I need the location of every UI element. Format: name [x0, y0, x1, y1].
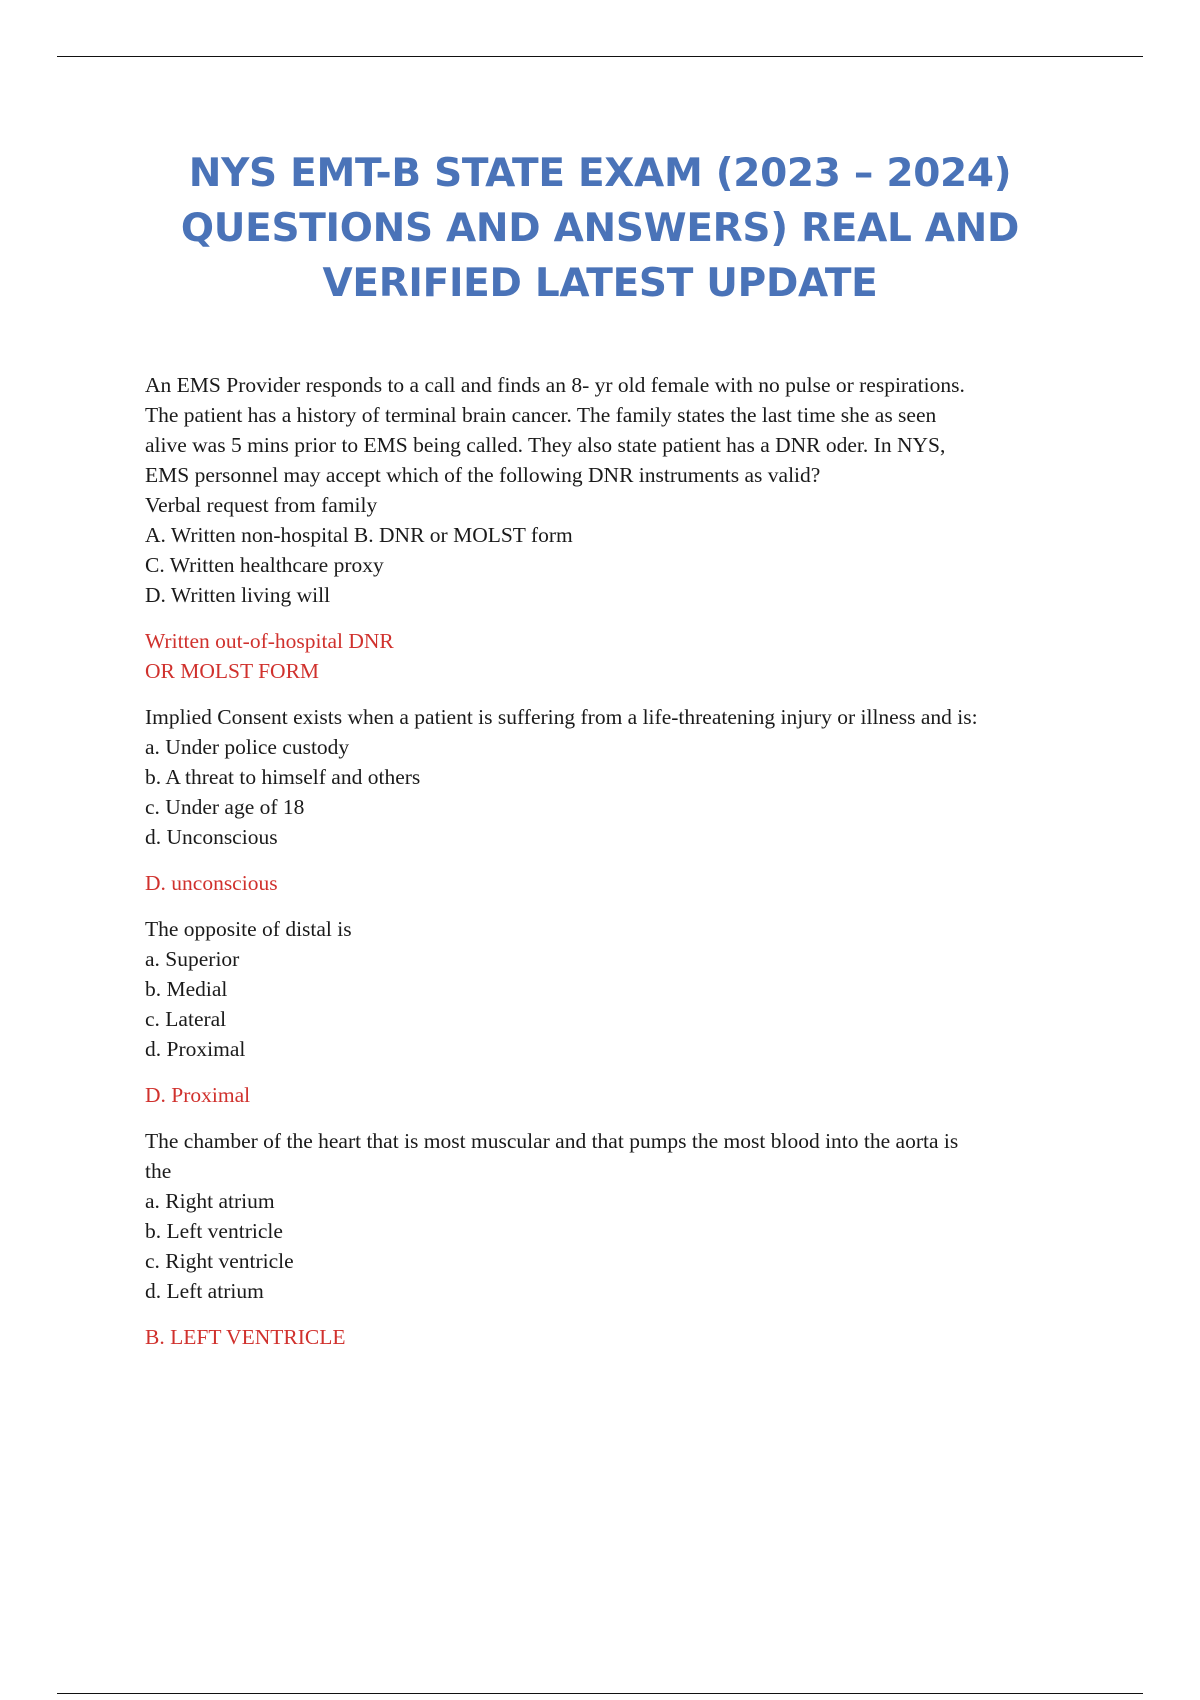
answer-3: [145, 1080, 1095, 1110]
question-4: [145, 1126, 1095, 1306]
document-title: [150, 146, 1050, 311]
question-list: [145, 370, 1095, 1368]
title-line-2: QUESTIONS AND ANSWERS) REAL AND: [180, 206, 1020, 251]
title-line-1: NYS EMT-B STATE EXAM (2023 – 2024): [188, 151, 1012, 196]
question-2-option-a: a. Under police custody: [145, 735, 350, 759]
question-2-option-d: d. Unconscious: [145, 825, 278, 849]
question-3-option-d: d. Proximal: [145, 1037, 246, 1061]
question-1-line-4: EMS personnel may accept which of the following DNR instruments as valid?: [145, 463, 821, 487]
question-4-option-b: b. Left ventricle: [145, 1219, 283, 1243]
question-3-line-1: The opposite of distal is: [145, 917, 352, 941]
question-2-option-c: c. Under age of 18: [145, 795, 305, 819]
answer-2: [145, 868, 1095, 898]
question-1-option-c: C. Written healthcare proxy: [145, 553, 384, 577]
question-1-line-5: Verbal request from family: [145, 493, 378, 517]
question-4-option-d: d. Left atrium: [145, 1279, 264, 1303]
answer-3-line-1: D. Proximal: [145, 1083, 251, 1107]
question-4-option-a: a. Right atrium: [145, 1189, 275, 1213]
question-1-option-d: D. Written living will: [145, 583, 331, 607]
question-4-line-1: The chamber of the heart that is most muscular and that pumps the most blood into the aorta is: [145, 1129, 959, 1153]
question-4-option-c: c. Right ventricle: [145, 1249, 294, 1273]
answer-2-line-1: D. unconscious: [145, 871, 278, 895]
question-2-line-1: Implied Consent exists when a patient is suffering from a life-threatening injury or illness and is:: [145, 705, 978, 729]
bottom-rule: [57, 1693, 1143, 1694]
question-3-option-b: b. Medial: [145, 977, 228, 1001]
question-3-option-a: a. Superior: [145, 947, 240, 971]
answer-4-line-1: B. LEFT VENTRICLE: [145, 1325, 346, 1349]
question-2: [145, 702, 1095, 852]
question-1: [145, 370, 1095, 610]
question-4-line-2: the: [145, 1159, 172, 1183]
answer-1-line-1: Written out-of-hospital DNR: [145, 629, 394, 653]
question-3: [145, 914, 1095, 1064]
question-3-option-c: c. Lateral: [145, 1007, 227, 1031]
question-2-option-b: b. A threat to himself and others: [145, 765, 421, 789]
question-1-line-2: The patient has a history of terminal brain cancer. The family states the last time she as seen: [145, 403, 937, 427]
question-1-line-3: alive was 5 mins prior to EMS being called. They also state patient has a DNR oder. In NYS,: [145, 433, 946, 457]
title-line-3: VERIFIED LATEST UPDATE: [322, 261, 878, 306]
answer-1-line-2: OR MOLST FORM: [145, 659, 320, 683]
answer-4: [145, 1322, 1095, 1352]
answer-1: [145, 626, 1095, 686]
question-1-line-1: An EMS Provider responds to a call and finds an 8- yr old female with no pulse or respirations.: [145, 373, 965, 397]
question-1-option-a: A. Written non-hospital B. DNR or MOLST form: [145, 523, 573, 547]
top-rule: [57, 56, 1143, 57]
